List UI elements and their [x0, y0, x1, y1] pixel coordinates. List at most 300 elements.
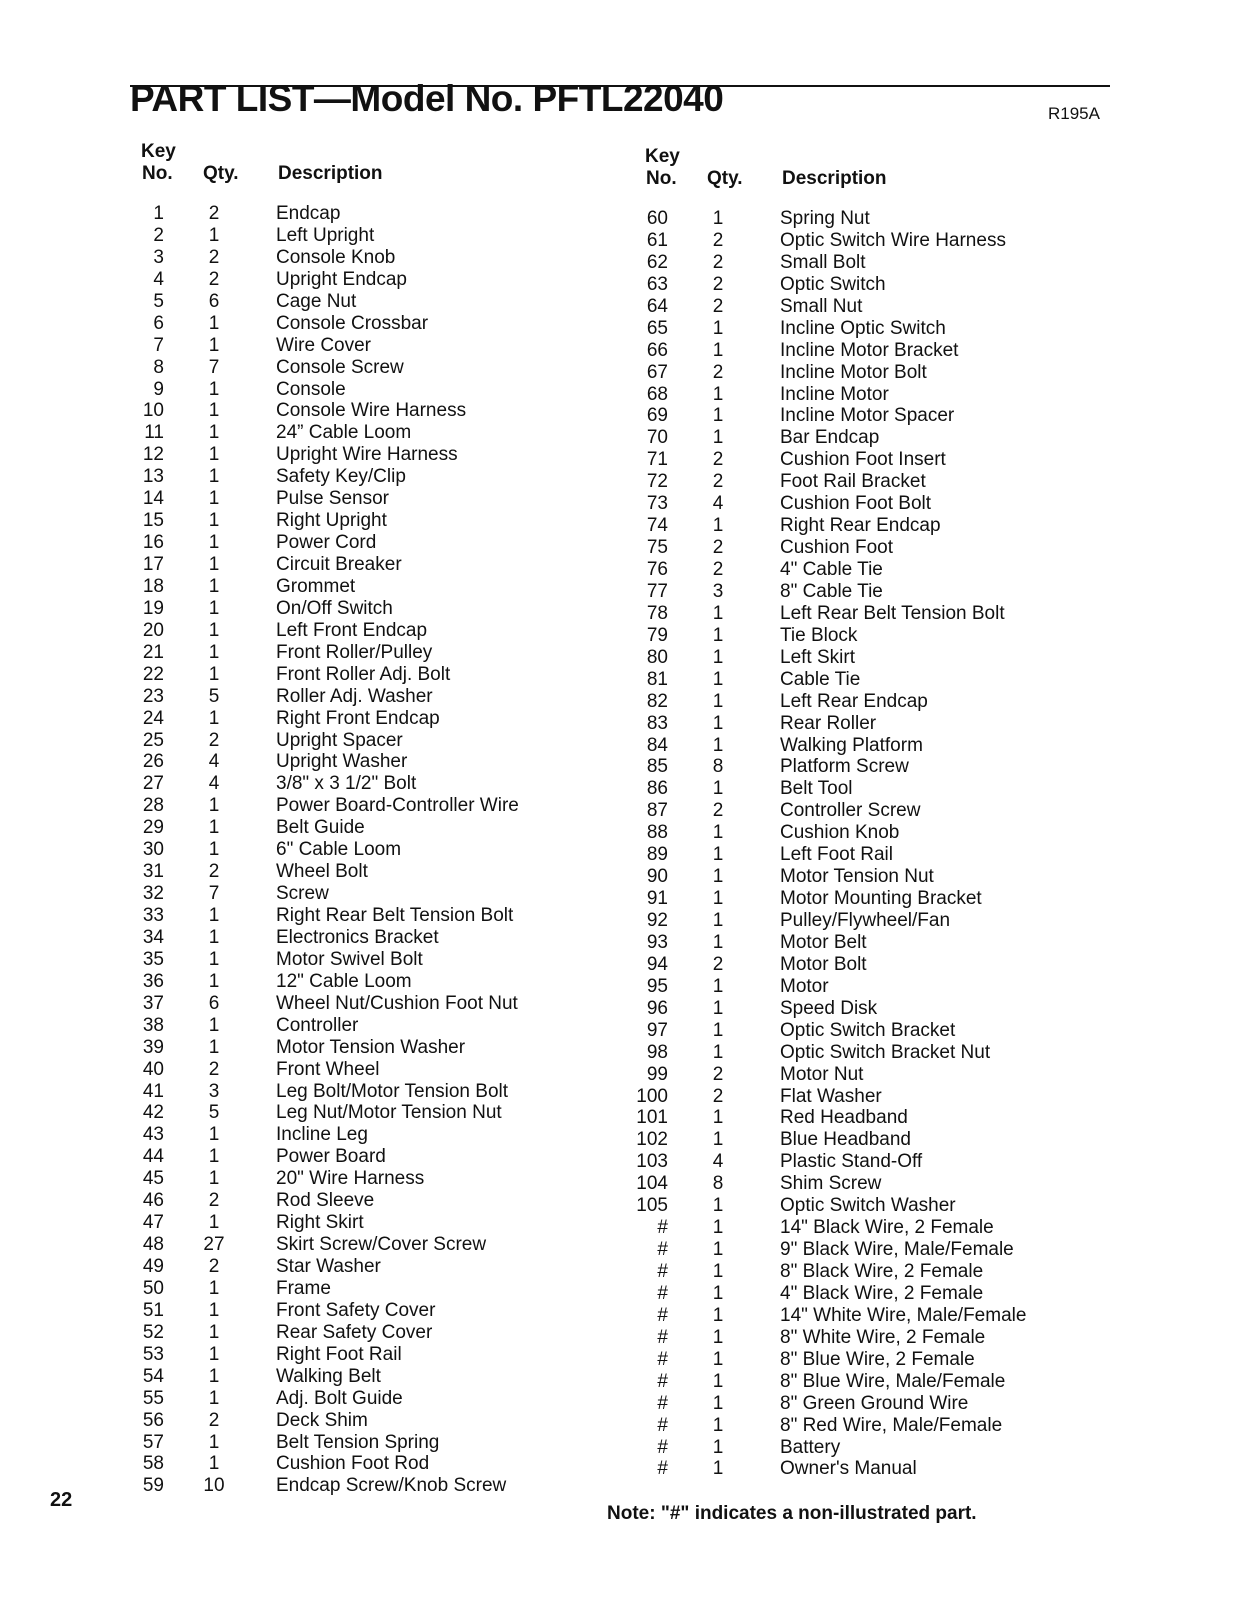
part-row: [634, 910, 1114, 932]
part-description: Skirt Screw/Cover Screw: [276, 1234, 487, 1256]
part-quantity: 1: [208, 1014, 220, 1036]
part-key-number: 105: [636, 1195, 668, 1217]
part-key-number: 50: [142, 1277, 164, 1299]
part-row: [634, 1129, 1114, 1151]
part-description: 12" Cable Loom: [276, 970, 412, 992]
part-quantity: 2: [712, 1063, 724, 1085]
part-description: Upright Wire Harness: [276, 444, 458, 466]
part-quantity: 1: [712, 317, 724, 339]
part-quantity: 1: [208, 1124, 220, 1146]
part-quantity: 1: [712, 427, 724, 449]
part-row: [130, 1212, 610, 1234]
part-row: [634, 1064, 1114, 1086]
part-quantity: 1: [712, 910, 724, 931]
part-quantity: 1: [712, 997, 724, 1019]
part-row: [634, 756, 1114, 778]
part-quantity: 1: [712, 1392, 724, 1414]
key-header-line2: No.: [646, 168, 677, 189]
part-key-number: 77: [646, 580, 668, 602]
part-key-number: 27: [142, 773, 164, 795]
part-key-number: 36: [142, 970, 164, 992]
part-key-number: 78: [646, 602, 668, 624]
part-quantity: 2: [208, 1058, 220, 1080]
part-quantity: 1: [712, 1019, 724, 1041]
part-key-number: 56: [142, 1409, 164, 1431]
part-key-number: 7: [153, 334, 164, 356]
part-description: Upright Endcap: [276, 268, 407, 290]
part-row: [130, 620, 610, 642]
part-row: [634, 932, 1114, 954]
part-description: Console Screw: [276, 356, 404, 378]
part-description: 8" Blue Wire, Male/Female: [780, 1370, 1006, 1392]
part-row: [130, 554, 610, 576]
part-key-number: 74: [646, 515, 668, 537]
part-description: Motor: [780, 975, 829, 997]
part-key-number: #: [657, 1304, 668, 1326]
part-quantity: 1: [712, 1217, 724, 1239]
part-key-number: #: [657, 1348, 668, 1370]
part-description: 8" Red Wire, Male/Female: [780, 1414, 1003, 1436]
part-key-number: 41: [142, 1080, 164, 1102]
part-quantity: 2: [712, 273, 724, 295]
part-description: Battery: [780, 1436, 841, 1458]
part-description: Screw: [276, 883, 329, 905]
part-quantity: 1: [208, 466, 220, 488]
part-quantity: 1: [712, 383, 724, 405]
part-key-number: 85: [646, 756, 668, 778]
part-key-number: 91: [646, 888, 668, 910]
parts-column-right: [634, 146, 1114, 1480]
part-description: Frame: [276, 1277, 331, 1299]
part-description: Console Crossbar: [276, 312, 429, 334]
part-row: [130, 1300, 610, 1322]
part-row: [634, 778, 1114, 800]
part-key-number: 98: [646, 1041, 668, 1063]
part-row: [634, 1283, 1114, 1305]
part-quantity: 1: [712, 624, 724, 646]
part-row: [130, 1015, 610, 1037]
part-description: Pulley/Flywheel/Fan: [780, 910, 951, 931]
part-quantity: 7: [208, 883, 220, 905]
part-quantity: 1: [208, 641, 220, 663]
part-quantity: 1: [712, 1304, 724, 1326]
part-key-number: 34: [142, 926, 164, 948]
part-quantity: 1: [208, 1277, 220, 1299]
part-key-number: 13: [142, 466, 164, 488]
part-row: [130, 466, 610, 488]
part-description: Safety Key/Clip: [276, 466, 406, 488]
part-row: [634, 1458, 1114, 1480]
part-quantity: 2: [712, 559, 724, 580]
part-key-number: 44: [142, 1146, 164, 1168]
part-quantity: 1: [208, 839, 220, 861]
part-row: [130, 1475, 610, 1497]
part-row: [634, 713, 1114, 735]
part-quantity: 1: [208, 795, 220, 817]
part-key-number: #: [657, 1458, 668, 1480]
description-header: Description: [278, 163, 383, 184]
part-key-number: 43: [142, 1124, 164, 1146]
part-key-number: 61: [646, 229, 668, 251]
part-row: [130, 927, 610, 949]
part-row: [130, 225, 610, 247]
part-description: Front Roller/Pulley: [276, 641, 433, 663]
part-quantity: 5: [208, 685, 220, 707]
part-row: [634, 493, 1114, 515]
part-row: [634, 449, 1114, 471]
part-key-number: 59: [142, 1475, 164, 1497]
part-description: Shim Screw: [780, 1173, 882, 1195]
part-description: Owner's Manual: [780, 1458, 917, 1480]
part-key-number: 53: [142, 1343, 164, 1365]
part-description: Motor Bolt: [780, 953, 867, 975]
part-key-number: #: [657, 1261, 668, 1282]
part-row: [130, 730, 610, 752]
part-row: [130, 1278, 610, 1300]
part-quantity: 1: [208, 444, 220, 466]
key-header-line1: Key: [645, 146, 680, 167]
part-row: [634, 1173, 1114, 1195]
part-key-number: 40: [142, 1058, 164, 1080]
part-description: Left Rear Endcap: [780, 690, 928, 712]
part-description: 14" Black Wire, 2 Female: [780, 1217, 994, 1239]
part-row: [634, 735, 1114, 757]
part-description: Pulse Sensor: [276, 488, 390, 510]
part-description: Motor Belt: [780, 931, 867, 953]
part-key-number: 14: [142, 488, 164, 510]
part-key-number: 99: [646, 1063, 668, 1085]
part-key-number: 48: [142, 1234, 164, 1256]
part-description: Right Skirt: [276, 1212, 364, 1234]
part-quantity: 1: [208, 1321, 220, 1343]
part-description: Cable Tie: [780, 668, 861, 690]
part-row: [130, 817, 610, 839]
part-quantity: 1: [208, 1168, 220, 1190]
part-quantity: 2: [208, 246, 220, 268]
part-quantity: 27: [203, 1234, 225, 1256]
part-description: Belt Tension Spring: [276, 1431, 440, 1453]
part-key-number: 75: [646, 537, 668, 559]
column-header: [634, 146, 1114, 208]
part-description: Incline Motor Spacer: [780, 405, 955, 427]
part-key-number: 82: [646, 690, 668, 712]
part-key-number: 81: [646, 668, 668, 690]
part-quantity: 1: [712, 668, 724, 690]
part-key-number: 89: [646, 844, 668, 866]
part-row: [634, 296, 1114, 318]
part-key-number: 73: [646, 493, 668, 515]
part-row: [130, 203, 610, 225]
part-row: [634, 1020, 1114, 1042]
part-description: Upright Washer: [276, 751, 408, 773]
part-quantity: 1: [208, 224, 220, 246]
part-description: Star Washer: [276, 1256, 381, 1277]
part-description: 4" Cable Tie: [780, 559, 883, 580]
part-key-number: 47: [142, 1212, 164, 1234]
part-quantity: 2: [712, 361, 724, 383]
part-quantity: 2: [208, 203, 220, 224]
part-row: [130, 971, 610, 993]
qty-header: Qty.: [707, 168, 743, 189]
part-quantity: 1: [712, 646, 724, 668]
part-row: [130, 313, 610, 335]
part-key-number: #: [657, 1326, 668, 1348]
part-quantity: 1: [208, 707, 220, 729]
part-row: [130, 949, 610, 971]
part-row: [130, 422, 610, 444]
part-key-number: 63: [646, 273, 668, 295]
part-quantity: 1: [712, 405, 724, 427]
part-description: Optic Switch Bracket: [780, 1019, 956, 1041]
part-quantity: 2: [208, 729, 220, 751]
part-row: [130, 1256, 610, 1278]
part-quantity: 2: [712, 1085, 724, 1107]
part-quantity: 1: [208, 1387, 220, 1409]
part-row: [130, 795, 610, 817]
part-row: [130, 905, 610, 927]
part-key-number: 39: [142, 1036, 164, 1058]
part-key-number: 12: [142, 444, 164, 466]
part-key-number: #: [657, 1370, 668, 1392]
part-key-number: 21: [142, 641, 164, 663]
part-description: Wire Cover: [276, 334, 372, 356]
part-row: [130, 444, 610, 466]
part-description: Circuit Breaker: [276, 554, 402, 575]
part-description: Console Wire Harness: [276, 400, 467, 422]
part-description: Deck Shim: [276, 1409, 368, 1431]
part-description: Cushion Foot Bolt: [780, 493, 932, 515]
parts-list-left: [130, 203, 610, 1497]
part-description: Left Rear Belt Tension Bolt: [780, 602, 1005, 624]
part-row: [130, 664, 610, 686]
part-quantity: 1: [712, 931, 724, 953]
part-quantity: 1: [208, 1146, 220, 1168]
part-quantity: 1: [208, 422, 220, 444]
part-row: [634, 800, 1114, 822]
part-quantity: 1: [208, 597, 220, 619]
part-description: 8" Black Wire, 2 Female: [780, 1261, 984, 1282]
part-description: Walking Platform: [780, 734, 923, 756]
part-key-number: 96: [646, 997, 668, 1019]
part-description: Left Upright: [276, 224, 375, 246]
part-row: [130, 1432, 610, 1454]
part-quantity: 2: [208, 1256, 220, 1277]
part-key-number: 86: [646, 778, 668, 800]
part-quantity: 2: [712, 251, 724, 273]
part-description: Belt Tool: [780, 778, 853, 800]
part-quantity: 2: [712, 953, 724, 975]
part-row: [130, 708, 610, 730]
part-quantity: 2: [712, 295, 724, 317]
part-description: Incline Motor: [780, 383, 889, 405]
part-row: [130, 861, 610, 883]
part-row: [634, 1437, 1114, 1459]
part-quantity: 1: [208, 400, 220, 422]
part-row: [130, 488, 610, 510]
part-quantity: 1: [208, 312, 220, 334]
part-row: [130, 379, 610, 401]
part-description: Optic Switch: [780, 273, 886, 295]
part-row: [634, 1151, 1114, 1173]
part-quantity: 1: [712, 734, 724, 756]
part-key-number: 94: [646, 953, 668, 975]
part-key-number: 46: [142, 1190, 164, 1212]
part-key-number: 70: [646, 427, 668, 449]
part-key-number: 54: [142, 1365, 164, 1387]
part-row: [130, 269, 610, 291]
part-row: [634, 866, 1114, 888]
part-description: On/Off Switch: [276, 597, 393, 619]
part-quantity: 1: [208, 532, 220, 554]
part-row: [634, 625, 1114, 647]
part-row: [130, 400, 610, 422]
part-key-number: 17: [142, 554, 164, 575]
part-key-number: 102: [636, 1129, 668, 1151]
part-quantity: 1: [712, 1414, 724, 1436]
part-key-number: 52: [142, 1321, 164, 1343]
part-key-number: 5: [153, 290, 164, 312]
part-quantity: 1: [712, 822, 724, 844]
part-description: Incline Motor Bracket: [780, 339, 959, 361]
part-key-number: 29: [142, 817, 164, 839]
part-key-number: #: [657, 1414, 668, 1436]
part-description: 9" Black Wire, Male/Female: [780, 1239, 1014, 1261]
part-quantity: 1: [208, 970, 220, 992]
part-description: Adj. Bolt Guide: [276, 1387, 403, 1409]
key-header-line1: Key: [141, 141, 176, 162]
part-row: [130, 1168, 610, 1190]
part-key-number: 60: [646, 208, 668, 229]
part-row: [634, 230, 1114, 252]
part-row: [130, 1410, 610, 1432]
part-description: Front Safety Cover: [276, 1299, 436, 1321]
part-quantity: 1: [208, 510, 220, 532]
part-quantity: 1: [712, 339, 724, 361]
part-row: [634, 1042, 1114, 1064]
part-description: Incline Optic Switch: [780, 317, 946, 339]
part-row: [634, 1217, 1114, 1239]
part-row: [634, 427, 1114, 449]
part-row: [130, 993, 610, 1015]
part-key-number: 11: [144, 422, 164, 444]
part-row: [634, 581, 1114, 603]
part-row: [130, 883, 610, 905]
part-key-number: 32: [142, 883, 164, 905]
part-key-number: 4: [153, 268, 164, 290]
part-quantity: 1: [208, 1299, 220, 1321]
part-row: [130, 1234, 610, 1256]
part-quantity: 1: [712, 208, 724, 229]
part-key-number: 97: [646, 1019, 668, 1041]
part-key-number: 37: [142, 992, 164, 1014]
part-quantity: 1: [712, 1326, 724, 1348]
part-row: [130, 839, 610, 861]
part-description: Cushion Foot Insert: [780, 449, 946, 471]
part-row: [634, 318, 1114, 340]
part-row: [634, 1393, 1114, 1415]
part-quantity: 1: [712, 602, 724, 624]
part-row: [130, 291, 610, 313]
part-quantity: 2: [712, 800, 724, 822]
part-description: 8" White Wire, 2 Female: [780, 1326, 986, 1348]
part-quantity: 1: [208, 378, 220, 400]
part-quantity: 7: [208, 356, 220, 378]
part-quantity: 1: [208, 817, 220, 839]
part-quantity: 1: [208, 1431, 220, 1453]
part-description: Electronics Bracket: [276, 926, 439, 948]
part-quantity: 2: [208, 268, 220, 290]
part-quantity: 3: [712, 580, 724, 602]
part-key-number: 67: [646, 361, 668, 383]
part-description: Motor Tension Washer: [276, 1036, 466, 1058]
part-row: [130, 1388, 610, 1410]
part-row: [130, 1366, 610, 1388]
part-description: Cage Nut: [276, 290, 357, 312]
part-description: Cushion Knob: [780, 822, 900, 844]
part-key-number: 95: [646, 975, 668, 997]
part-key-number: 57: [142, 1431, 164, 1453]
part-quantity: 1: [712, 712, 724, 734]
footnote: Note: "#" indicates a non-illustrated part.: [607, 1503, 977, 1524]
part-description: Optic Switch Bracket Nut: [780, 1041, 991, 1063]
part-key-number: 79: [646, 624, 668, 646]
part-description: Rear Roller: [780, 712, 877, 734]
part-key-number: #: [657, 1217, 668, 1239]
part-key-number: 18: [142, 575, 164, 597]
part-quantity: 2: [712, 537, 724, 559]
part-description: Left Foot Rail: [780, 844, 893, 866]
part-description: Speed Disk: [780, 997, 878, 1019]
part-quantity: 1: [712, 1261, 724, 1282]
part-key-number: 24: [142, 707, 164, 729]
part-description: 24” Cable Loom: [276, 422, 412, 444]
part-description: Small Bolt: [780, 251, 866, 273]
part-description: Plastic Stand-Off: [780, 1151, 923, 1173]
part-key-number: 20: [142, 619, 164, 641]
part-description: Front Roller Adj. Bolt: [276, 663, 451, 685]
part-row: [130, 642, 610, 664]
part-quantity: 2: [712, 471, 724, 493]
part-description: 6" Cable Loom: [276, 839, 402, 861]
part-description: 3/8" x 3 1/2" Bolt: [276, 773, 417, 795]
part-quantity: 4: [208, 751, 220, 773]
part-description: Left Skirt: [780, 646, 855, 668]
qty-header: Qty.: [203, 163, 239, 184]
column-header: [130, 141, 610, 203]
part-description: Right Upright: [276, 510, 387, 532]
part-row: [634, 515, 1114, 537]
part-key-number: #: [657, 1282, 668, 1304]
part-description: Power Cord: [276, 532, 377, 554]
part-quantity: 10: [203, 1475, 225, 1497]
part-row: [634, 208, 1114, 230]
part-description: Incline Leg: [276, 1124, 368, 1146]
part-description: Upright Spacer: [276, 729, 403, 751]
part-quantity: 6: [208, 290, 220, 312]
part-row: [634, 362, 1114, 384]
part-description: Leg Bolt/Motor Tension Bolt: [276, 1080, 509, 1102]
part-key-number: 62: [646, 251, 668, 273]
part-quantity: 4: [712, 1151, 724, 1173]
part-row: [634, 1107, 1114, 1129]
part-row: [634, 1086, 1114, 1108]
part-key-number: 2: [153, 224, 164, 246]
part-quantity: 2: [712, 229, 724, 251]
part-quantity: 1: [208, 575, 220, 597]
part-key-number: 66: [646, 339, 668, 361]
part-key-number: 16: [142, 532, 164, 554]
key-header-line2: No.: [142, 163, 173, 184]
